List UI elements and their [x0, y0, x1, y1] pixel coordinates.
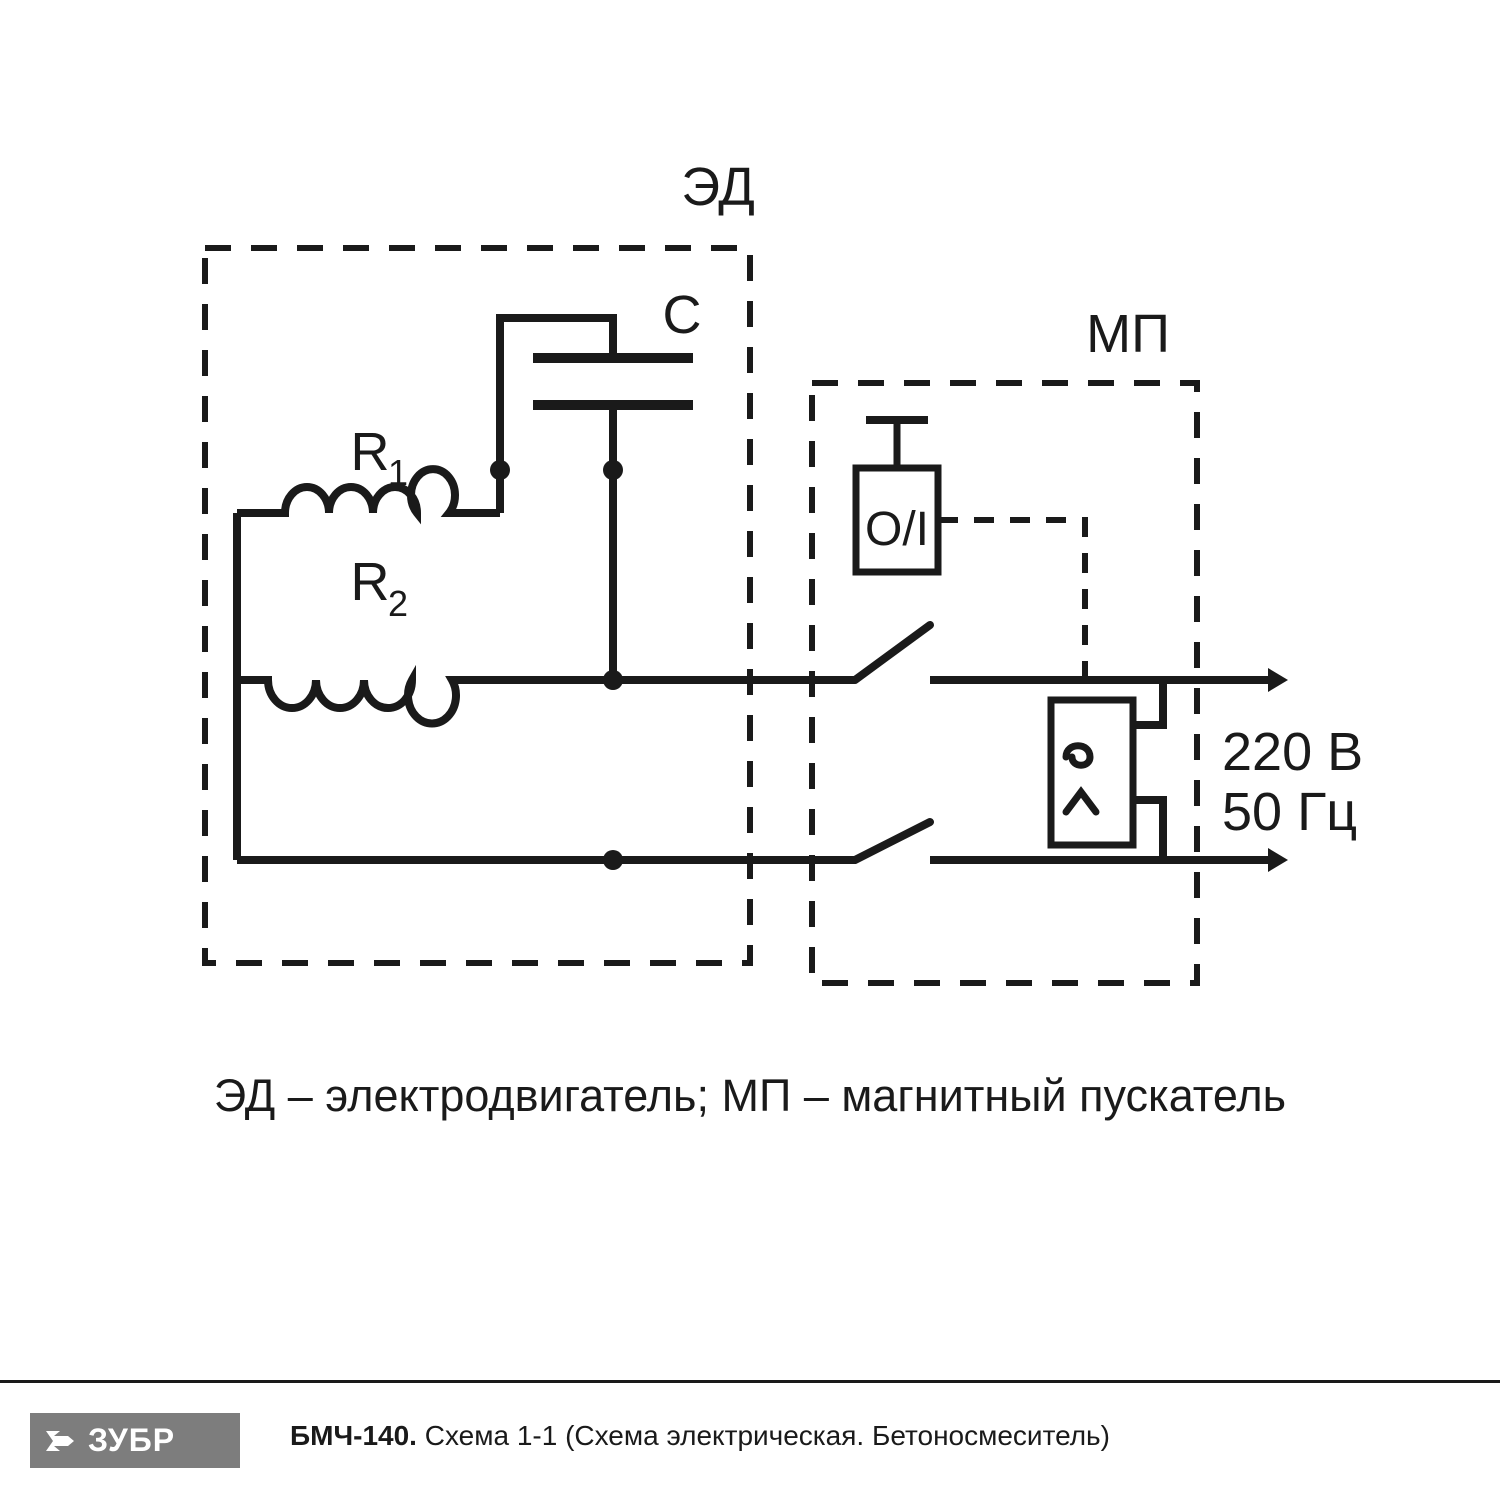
junction-node-capacitor [603, 460, 623, 480]
junction-node-r1-capacitor [490, 460, 510, 480]
supply-arrow-lower [1268, 848, 1288, 872]
resistor-2-sublabel: 2 [387, 583, 409, 624]
winding-r2 [237, 680, 510, 723]
junction-node-middle-rail [603, 670, 623, 690]
capacitor-label: C [662, 285, 702, 345]
contact-lower-blade[interactable] [855, 822, 930, 860]
supply-arrow-upper [1268, 668, 1288, 692]
starter-block-label: МП [1086, 304, 1170, 364]
relay-coil-body [1051, 700, 1133, 845]
brand-logo [30, 1413, 240, 1468]
footer-description: Схема 1-1 (Схема электрическая. Бетоносмеситель) [424, 1420, 1110, 1451]
relay-lower-connection [1133, 800, 1163, 860]
brand-name: ЗУБР [88, 1422, 176, 1458]
resistor-1-sublabel: 1 [387, 452, 409, 493]
control-wire-dashed [938, 520, 1085, 680]
resistor-2-label: R [350, 552, 390, 612]
power-button-label: O/I [864, 503, 930, 556]
resistor-1-label: R [350, 422, 390, 482]
diagram-caption: ЭД – электродвигатель; МП – магнитный пускатель [213, 1070, 1287, 1121]
arrow-icon [44, 1425, 78, 1457]
capacitor-top-wire [500, 318, 613, 470]
supply-voltage-label: 220 В [1222, 722, 1364, 782]
footer-model: БМЧ-140. [290, 1420, 417, 1451]
footer-caption [290, 1420, 1110, 1452]
junction-node-lower-rail [603, 850, 623, 870]
supply-frequency-label: 50 Гц [1222, 782, 1358, 842]
relay-upper-connection [1133, 680, 1163, 725]
footer [0, 1380, 1500, 1500]
contact-upper-blade[interactable] [855, 625, 930, 680]
footer-divider [0, 1380, 1500, 1383]
motor-block-label: ЭД [681, 157, 755, 217]
